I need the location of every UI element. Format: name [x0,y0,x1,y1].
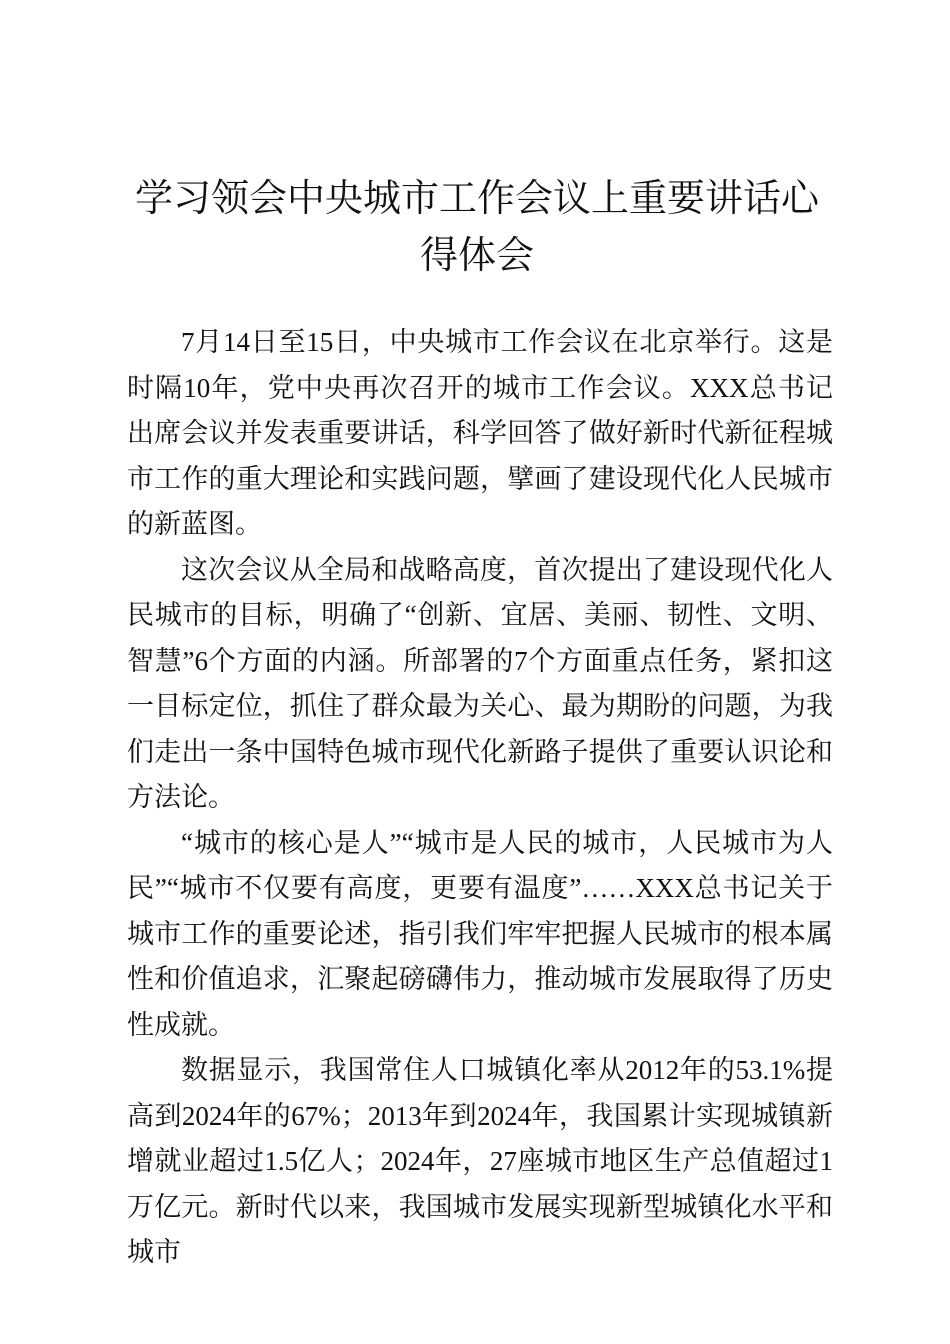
document-body [127,320,833,1276]
document-title: 学习领会中央城市工作会议上重要讲话心得体会 [134,176,819,277]
paragraph-2: 这次会议从全局和战略高度，首次提出了建设现代化人民城市的目标，明确了“创新、宜居、美丽、韧性、文明、智慧”6个方面的内涵。所部署的7个方面重点任务，紧扣这一目标定位，抓住了群众最为关心、最为期盼的问题，为我们走出一条中国特色城市现代化新路子提供了重要认识论和方法论。 [127,554,833,812]
paragraph-4: 数据显示，我国常住人口城镇化率从2012年的53.1%提高到2024年的67%；2013年到2024年，我国累计实现城镇新增就业超过1.5亿人；2024年，27座城市地区生产总值超过1万亿元。新时代以来，我国城市发展实现新型城镇化水平和城市 [127,1055,833,1267]
paragraph-1: 7月14日至15日，中央城市工作会议在北京举行。这是时隔10年，党中央再次召开的城市工作会议。XXX总书记出席会议并发表重要讲话，科学回答了做好新时代新征程城市工作的重大理论和实践问题，擘画了建设现代化人民城市的新蓝图。 [127,327,833,539]
paragraph-3: “城市的核心是人”“城市是人民的城市，人民城市为人民”“城市不仅要有高度，更要有温度”……XXX总书记关于城市工作的重要论述，指引我们牢牢把握人民城市的根本属性和价值追求，汇聚起磅礴伟力，推动城市发展取得了历史性成就。 [127,827,833,1040]
